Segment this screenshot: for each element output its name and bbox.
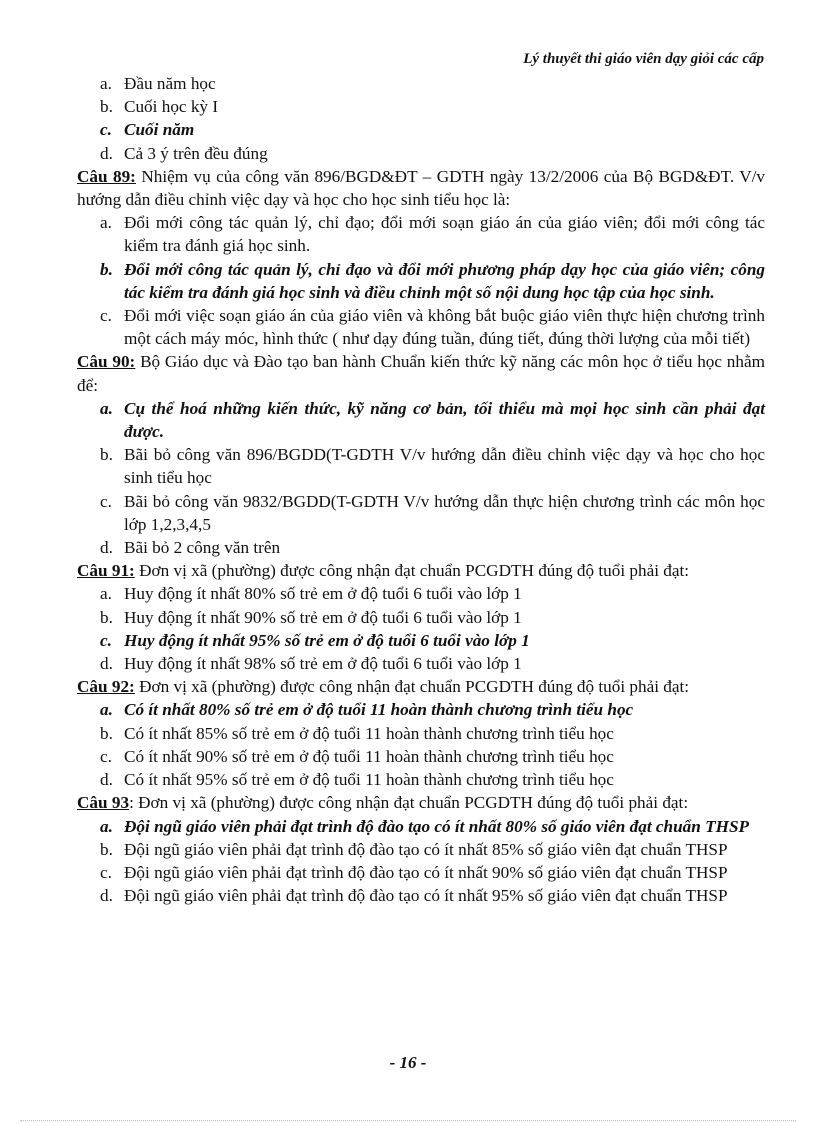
question-stem <box>77 791 765 814</box>
option-text: Đổi mới việc soạn giáo án của giáo viên và không bắt buộc giáo viên thực hiện chương trình một cách máy móc, hình thức ( như dạy đúng tuần, đúng tiết, đúng thời lượng của mỗi tiết) <box>124 306 765 349</box>
question-text: Đơn vị xã (phường) được công nhận đạt chuẩn PCGDTH đúng độ tuổi phải đạt: <box>139 677 690 697</box>
question-stem <box>77 675 765 698</box>
option-letter: b. <box>100 839 113 859</box>
question-91 <box>77 559 765 675</box>
option-letter: c. <box>100 306 112 326</box>
question-90 <box>77 350 765 559</box>
question-text: Nhiệm vụ của công văn 896/BGD&ĐT – GDTH ngày 13/2/2006 của Bộ BGD&ĐT. V/v hướng dẫn điều chỉnh việc dạy và học cho học sinh tiểu học là: <box>77 166 766 210</box>
answer-option <box>77 838 765 861</box>
option-text: Có ít nhất 85% số trẻ em ở độ tuổi 11 hoàn thành chương trình tiểu học <box>124 723 614 743</box>
option-text: Có ít nhất 90% số trẻ em ở độ tuổi 11 hoàn thành chương trình tiểu học <box>124 746 614 766</box>
answer-option-correct <box>77 698 765 721</box>
option-letter: a. <box>100 398 113 418</box>
option-text: Đội ngũ giáo viên phải đạt trình độ đào tạo có ít nhất 85% số giáo viên đạt chuẩn THSP <box>124 839 728 859</box>
question-text: Bộ Giáo dục và Đào tạo ban hành Chuẩn kiến thức kỹ năng các môn học ở tiểu học nhằm để: <box>77 352 765 395</box>
option-text: Có ít nhất 95% số trẻ em ở độ tuổi 11 hoàn thành chương trình tiểu học <box>124 770 614 790</box>
question-text: : Đơn vị xã (phường) được công nhận đạt chuẩn PCGDTH đúng độ tuổi phải đạt: <box>129 793 689 813</box>
question-stem <box>77 165 765 211</box>
answer-option <box>77 211 765 257</box>
question-92 <box>77 675 765 791</box>
option-letter: b. <box>100 607 113 627</box>
option-letter: a. <box>100 584 112 604</box>
option-letter: a. <box>100 816 113 836</box>
option-letter: b. <box>100 445 113 465</box>
page-number: - 16 - <box>389 1053 427 1072</box>
answer-option <box>77 304 765 350</box>
answer-option <box>77 606 765 629</box>
question-label: Câu 92: <box>77 677 135 697</box>
option-text: Huy động ít nhất 95% số trẻ em ở độ tuổi 6 tuổi vào lớp 1 <box>124 630 530 650</box>
answer-option-correct <box>77 629 765 652</box>
option-text: Cả 3 ý trên đều đúng <box>124 143 268 163</box>
option-text: Bãi bỏ 2 công văn trên <box>124 538 281 558</box>
answer-option <box>77 72 765 95</box>
page-header: Lý thuyết thi giáo viên dạy giỏi các cấp <box>523 51 764 67</box>
option-letter: a. <box>100 74 112 93</box>
option-text: Đội ngũ giáo viên phải đạt trình độ đào tạo có ít nhất 90% số giáo viên đạt chuẩn THSP <box>124 862 728 882</box>
question-label: Câu 91: <box>77 561 135 581</box>
option-text: Cụ thể hoá những kiến thức, kỹ năng cơ bản, tối thiểu mà mọi học sinh cần phải đạt được. <box>124 398 765 442</box>
option-text: Huy động ít nhất 98% số trẻ em ở độ tuổi 6 tuổi vào lớp 1 <box>124 654 522 674</box>
option-text: Cuối năm <box>124 120 195 140</box>
answer-option-correct <box>77 258 765 304</box>
question-label: Câu 93 <box>77 793 130 813</box>
option-letter: c. <box>100 630 112 650</box>
option-letter: b. <box>100 723 113 743</box>
answer-option <box>77 722 765 745</box>
option-text: Đổi mới công tác quản lý, chỉ đạo; đổi mới soạn giáo án của giáo viên; đổi mới công tác kiểm tra đánh giá học sinh. <box>124 213 765 256</box>
question-label: Câu 90: <box>77 352 136 372</box>
answer-option <box>77 582 765 605</box>
prev-question-options <box>77 72 765 165</box>
option-letter: d. <box>100 770 113 790</box>
answer-option <box>77 861 765 884</box>
question-stem <box>77 350 765 396</box>
option-letter: a. <box>100 700 113 720</box>
question-93 <box>77 791 765 907</box>
answer-option <box>77 652 765 675</box>
answer-option <box>77 443 765 489</box>
question-89 <box>77 165 765 351</box>
option-text: Huy động ít nhất 80% số trẻ em ở độ tuổi 6 tuổi vào lớp 1 <box>124 584 522 604</box>
answer-option <box>77 490 765 536</box>
option-letter: d. <box>100 886 113 906</box>
option-text: Đội ngũ giáo viên phải đạt trình độ đào tạo có ít nhất 95% số giáo viên đạt chuẩn THSP <box>124 886 728 906</box>
option-letter: d. <box>100 538 113 558</box>
option-letter: c. <box>100 746 112 766</box>
option-letter: d. <box>100 654 113 674</box>
answer-option <box>77 536 765 559</box>
document-body <box>77 72 765 907</box>
option-letter: b. <box>100 259 113 279</box>
answer-option <box>77 95 765 118</box>
option-text: Bãi bỏ công văn 9832/BGDD(T-GDTH V/v hướng dẫn thực hiện chương trình các môn học lớp 1,2,3,4,5 <box>124 491 765 534</box>
option-text: Đội ngũ giáo viên phải đạt trình độ đào tạo có ít nhất 80% số giáo viên đạt chuẩn THSP <box>124 816 750 836</box>
answer-option-correct <box>77 397 765 443</box>
option-text: Đổi mới công tác quản lý, chỉ đạo và đổi mới phương pháp dạy học của giáo viên; công tác kiểm tra đánh giá học sinh và điều chỉnh một số nội dung học tập của học sinh. <box>124 259 765 302</box>
option-text: Cuối học kỳ I <box>124 97 219 117</box>
option-letter: c. <box>100 862 112 882</box>
option-letter: a. <box>100 213 112 233</box>
question-stem <box>77 559 765 582</box>
option-text: Đầu năm học <box>124 74 216 93</box>
option-text: Bãi bỏ công văn 896/BGDD(T-GDTH V/v hướng dẫn điều chỉnh việc dạy và học cho học sinh tiểu học <box>124 445 765 488</box>
answer-option <box>77 142 765 165</box>
question-text: Đơn vị xã (phường) được công nhận đạt chuẩn PCGDTH đúng độ tuổi phải đạt: <box>139 561 690 581</box>
option-text: Huy động ít nhất 90% số trẻ em ở độ tuổi 6 tuổi vào lớp 1 <box>124 607 522 627</box>
page-divider <box>20 1120 796 1121</box>
option-letter: d. <box>100 143 113 163</box>
option-letter: c. <box>100 491 112 511</box>
option-letter: c. <box>100 120 112 140</box>
answer-option-correct <box>77 118 765 141</box>
answer-option <box>77 768 765 791</box>
answer-option <box>77 745 765 768</box>
answer-option-correct <box>77 815 765 838</box>
option-text: Có ít nhất 80% số trẻ em ở độ tuổi 11 hoàn thành chương trình tiểu học <box>124 700 634 720</box>
question-label: Câu 89: <box>77 166 136 186</box>
answer-option <box>77 884 765 907</box>
option-letter: b. <box>100 97 113 117</box>
